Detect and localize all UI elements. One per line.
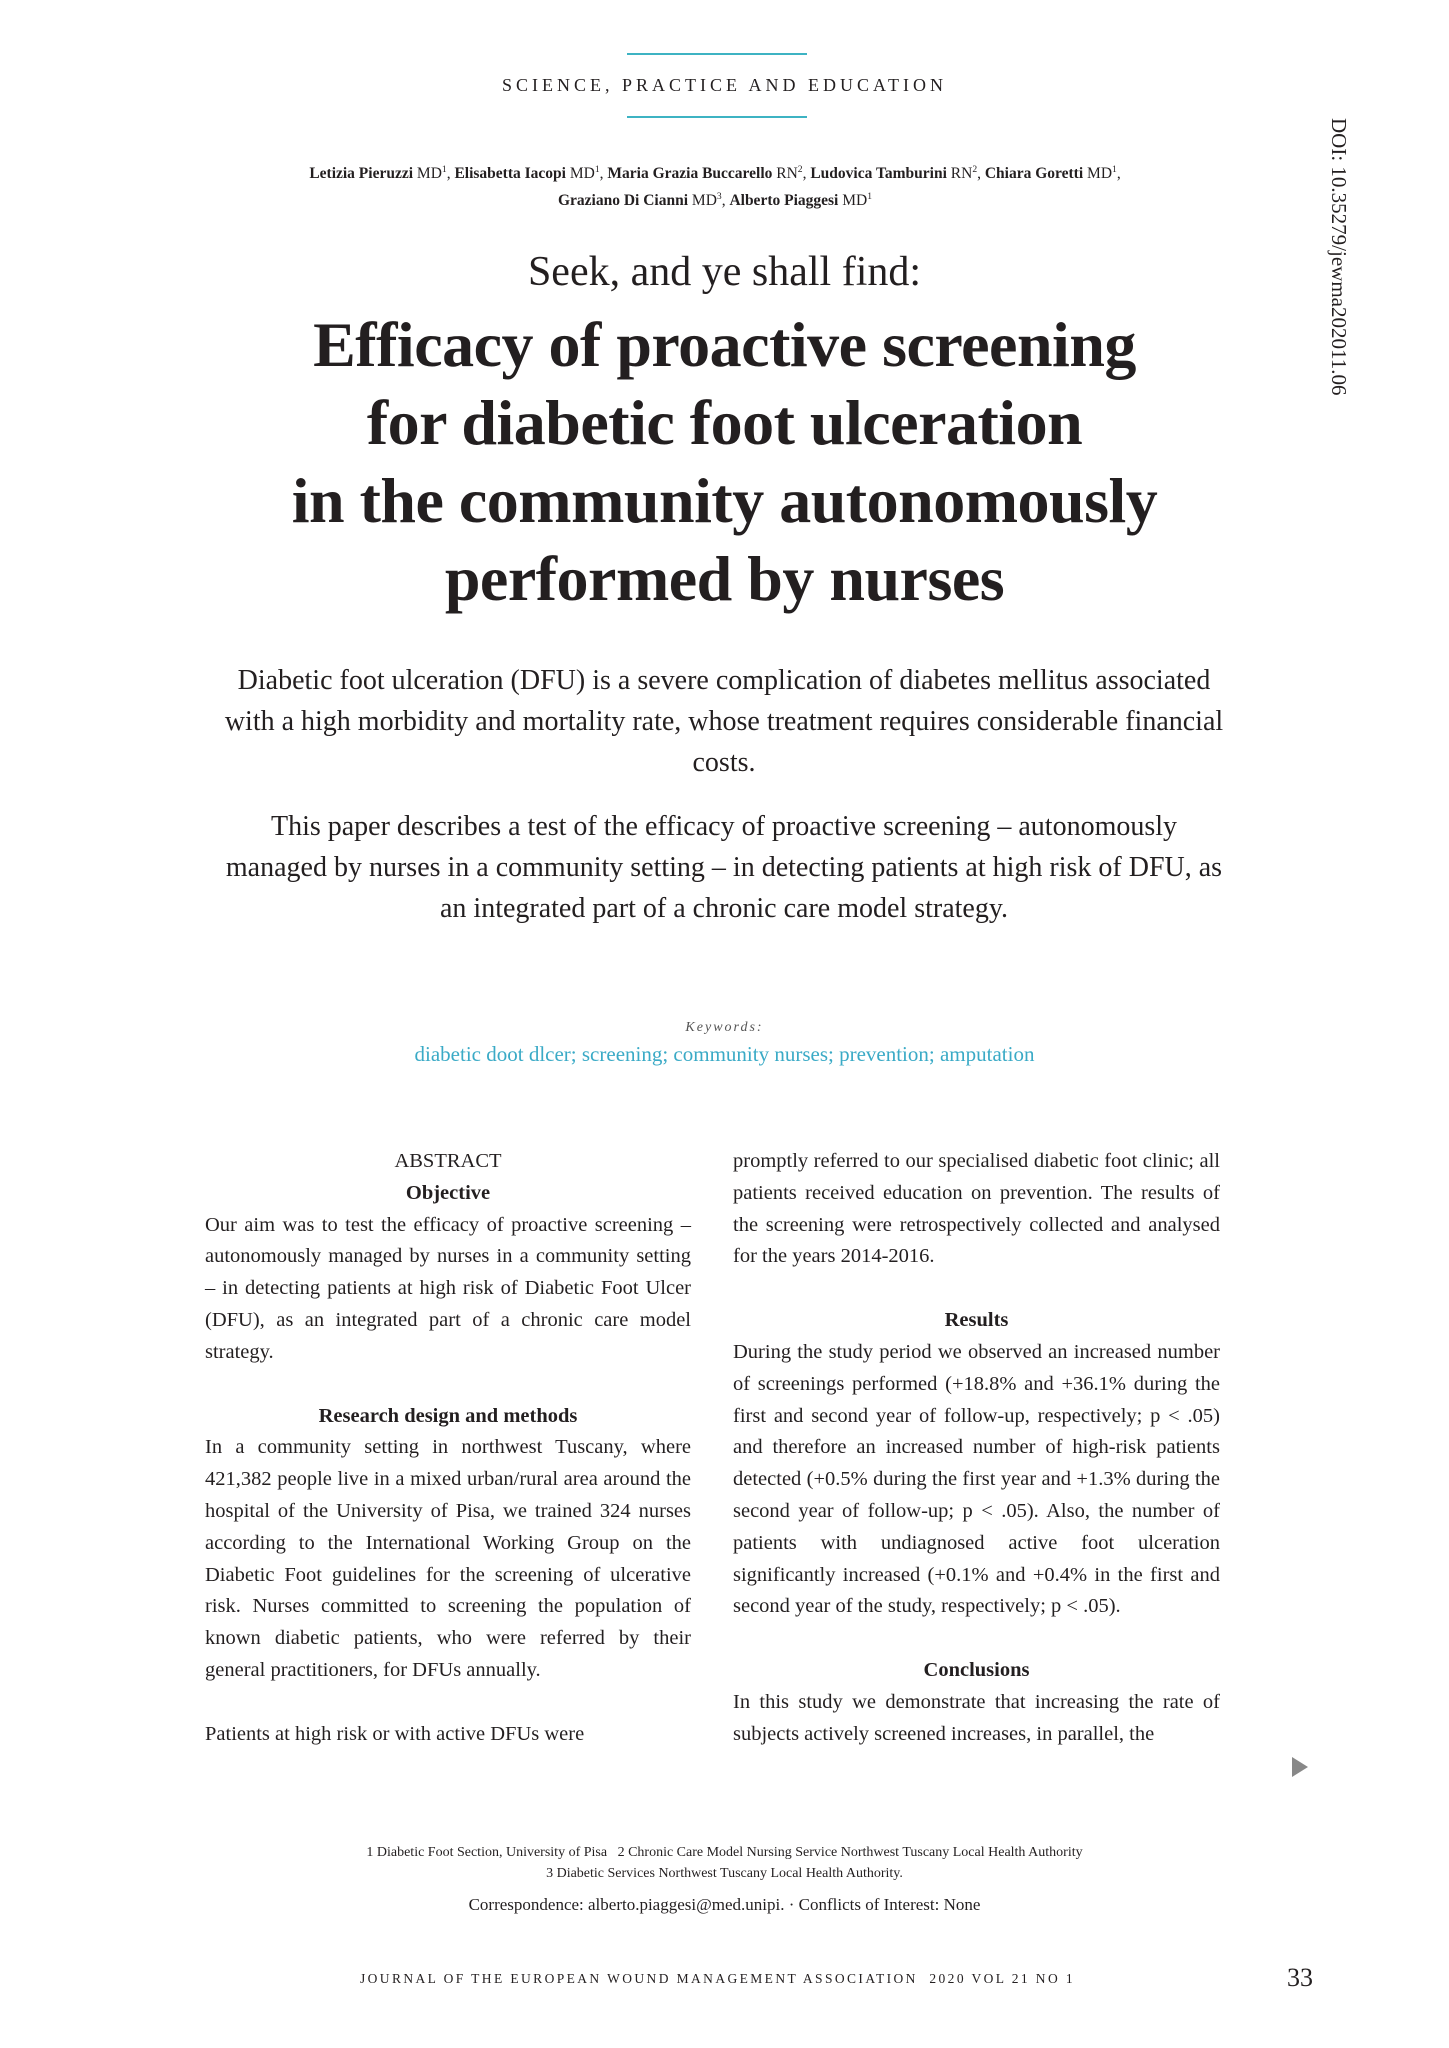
author-list: [200, 158, 1230, 212]
methods-continued: Patients at high risk or with active DFUs were: [205, 1722, 585, 1745]
author-name: Maria Grazia Buccarello: [607, 165, 773, 183]
author-affiliation-mark: 1: [441, 164, 447, 175]
conclusions-text: In this study we demonstrate that increasing the rate of subjects actively screened increases, in parallel, the: [733, 1690, 1220, 1745]
author-affiliation-mark: 2: [797, 164, 803, 175]
author-affiliation-mark: 3: [716, 191, 722, 203]
author-line-1: [200, 158, 1230, 185]
author-degree: MD: [688, 192, 717, 210]
author-affiliation-mark: 2: [972, 164, 978, 175]
author-separator: ,: [599, 165, 608, 183]
keywords-label: Keywords:: [685, 1020, 764, 1035]
title-line: performed by nurses: [444, 543, 1005, 614]
author: [607, 165, 810, 182]
author: [985, 165, 1121, 182]
affiliations: [0, 1842, 1449, 1884]
abstract-left-column: [205, 1146, 691, 1751]
results-text: During the study period we observed an increased number of screenings performed (+18.8% and +36.1% during the first and second year of follow-up, respectively; p < .05) and therefore an increased number of high-risk patients detected (+0.5% during the first year and +1.3% during the second year of follow-up; p < .05). Also, the number of patients with undiagnosed active foot ulceration significantly increased (+0.1% and +0.4% in the first and second year of the study, respectively; p < .05).: [733, 1340, 1220, 1618]
author: [810, 165, 985, 182]
author-affiliation-mark: 1: [594, 164, 600, 175]
author-name: Alberto Piaggesi: [729, 192, 839, 210]
lede-paragraph-1: Diabetic foot ulceration (DFU) is a severe complication of diabetes mellitus associated with a high morbidity and mortality rate, whose treatment requires considerable financial costs.: [224, 665, 1224, 778]
section-rule-top: [627, 53, 807, 55]
journal-footer: JOURNAL OF THE EUROPEAN WOUND MANAGEMENT ASSOCIATION 2020 VOL 21 NO 1: [360, 1971, 1076, 1986]
objective-text: Our aim was to test the efficacy of proactive screening – autonomously managed by nurses in a community setting – in detecting patients at high risk of Diabetic Foot Ulcer (DFU), as an integrated part of a chronic care model strategy.: [205, 1213, 691, 1363]
author: [454, 165, 607, 182]
author-affiliation-mark: 1: [1112, 164, 1117, 175]
title-line: Efficacy of proactive screening: [313, 309, 1136, 380]
author-separator: ,: [977, 165, 985, 183]
methods-continuation: promptly referred to our specialised diabetic foot clinic; all patients received education on prevention. The results of the screening were retrospectively collected and analysed for the years 2014-2016.: [733, 1150, 1220, 1268]
author-degree: MD: [565, 165, 595, 183]
author-separator: ,: [802, 165, 811, 183]
author-separator: ,: [1116, 165, 1121, 183]
author-name: Letizia Pieruzzi: [309, 165, 414, 183]
author-degree: RN: [772, 165, 798, 183]
lede-paragraph-2: This paper describes a test of the efficacy of proactive screening – autonomously managed by nurses in a community setting – in detecting patients at high risk of DFU, as an integrated part of a chronic care model strategy.: [225, 811, 1223, 924]
affiliations-line: 1 Diabetic Foot Section, University of Pisa 2 Chronic Care Model Nursing Service Northwest Tuscany Local Health Authority: [366, 1845, 1083, 1860]
methods-text: In a community setting in northwest Tuscany, where 421,382 people live in a mixed urban/rural area around the hospital of the University of Pisa, we trained 324 nurses according to the International Working Group on the Diabetic Foot guidelines for the screening of ulcerative risk. Nurses committed to screening the population of known diabetic patients, who were referred by their general practitioners, for DFUs annually.: [205, 1436, 691, 1681]
author-name: Graziano Di Cianni: [557, 192, 689, 210]
section-label: SCIENCE, PRACTICE AND EDUCATION: [501, 75, 947, 95]
author-name: Chiara Goretti: [984, 165, 1084, 183]
author-separator: ,: [446, 165, 455, 183]
author-degree: MD: [838, 192, 868, 210]
article-subtitle: Seek, and ye shall find:: [527, 249, 922, 295]
author-degree: MD: [1083, 165, 1113, 183]
title-line: in the community autonomously: [291, 465, 1158, 536]
methods-heading: Research design and methods: [318, 1404, 578, 1427]
author-affiliation-mark: 1: [867, 191, 873, 203]
correspondence: Correspondence: alberto.piaggesi@med.unipi. · Conflicts of Interest: None: [468, 1895, 981, 1914]
author: [309, 165, 454, 182]
author-line-2: [200, 185, 1230, 212]
title-line: for diabetic foot ulceration: [366, 387, 1083, 458]
continue-arrow-icon: [1292, 1757, 1308, 1777]
section-rule-bottom: [627, 116, 807, 118]
affiliations-line: 3 Diabetic Services Northwest Tuscany Local Health Authority.: [546, 1866, 903, 1881]
page-number: 33: [1287, 1963, 1313, 1992]
doi: DOI: 10.35279/jewma202011.06: [1327, 118, 1351, 396]
author-separator: ,: [721, 192, 730, 210]
author-degree: MD: [413, 165, 442, 183]
conclusions-heading: Conclusions: [923, 1659, 1030, 1682]
results-heading: Results: [944, 1309, 1009, 1332]
author: [558, 192, 729, 209]
abstract-right-column: [733, 1146, 1220, 1751]
article-title: [0, 306, 1449, 618]
author: [729, 192, 872, 209]
author-name: Ludovica Tamburini: [810, 165, 947, 183]
keywords-list[interactable]: diabetic doot dlcer; screening; community nurses; prevention; amputation: [414, 1042, 1035, 1066]
abstract-heading: ABSTRACT: [394, 1150, 502, 1172]
objective-heading: Objective: [405, 1181, 491, 1204]
author-name: Elisabetta Iacopi: [454, 165, 566, 183]
author-degree: RN: [946, 165, 973, 183]
